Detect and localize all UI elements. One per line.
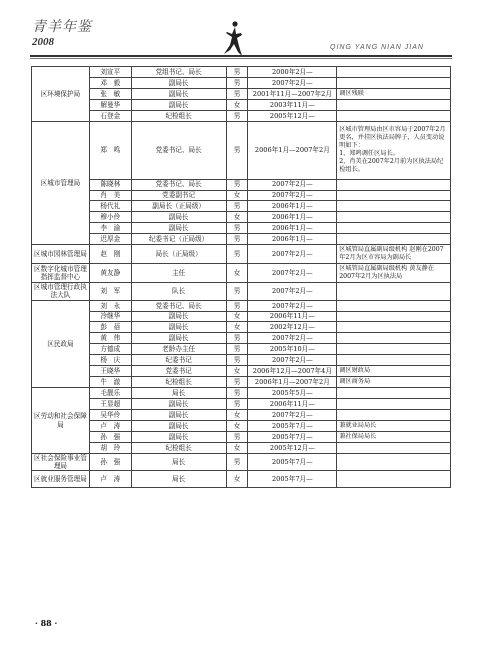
- post-cell: 副局长: [131, 88, 226, 99]
- term-cell: 2005年7月—: [248, 453, 337, 470]
- name-cell: 卢 涛: [89, 471, 131, 488]
- term-cell: 2007年2月—: [248, 300, 337, 311]
- sex-cell: 男: [226, 300, 248, 311]
- table-row: [32, 264, 451, 283]
- sex-cell: 男: [226, 431, 248, 442]
- sex-cell: 女: [226, 322, 248, 333]
- table-row: [32, 234, 451, 245]
- name-cell: 郑 鸣: [89, 121, 131, 179]
- sex-cell: 男: [226, 223, 248, 234]
- table-row: [32, 77, 451, 88]
- post-cell: 局长: [131, 388, 226, 399]
- page-number: · 88 ·: [35, 618, 58, 628]
- post-cell: 党组书记、局长: [131, 67, 226, 78]
- note-cell: 区城管局直属副局级机构 赵刚在2007年2月为区市容局为副局长: [337, 244, 451, 263]
- table-row: [32, 223, 451, 234]
- table-row: [32, 67, 451, 78]
- header-rule: [30, 55, 452, 57]
- table-row: [32, 300, 451, 311]
- page-header: [0, 0, 480, 60]
- name-cell: 孙 强: [89, 453, 131, 470]
- term-cell: 2006年1月—: [248, 234, 337, 245]
- yearbook-year: 2008: [32, 36, 54, 48]
- table-row: [32, 179, 451, 190]
- term-cell: 2005年7月—: [248, 431, 337, 442]
- sex-cell: 女: [226, 212, 248, 223]
- table-row: [32, 388, 451, 399]
- post-cell: 党委书记、局长: [131, 179, 226, 190]
- table-row: [32, 453, 451, 470]
- post-cell: 纪检组长: [131, 442, 226, 453]
- name-cell: 冷继华: [89, 311, 131, 322]
- term-cell: 2007年2月—: [248, 355, 337, 366]
- term-cell: 2006年1月—: [248, 223, 337, 234]
- sex-cell: 女: [226, 190, 248, 201]
- name-cell: 卢 涛: [89, 420, 131, 431]
- header-pinyin: QING YANG NIAN JIAN: [330, 44, 424, 51]
- term-cell: 2007年2月—: [248, 244, 337, 263]
- note-cell: [337, 453, 451, 470]
- term-cell: 2005年5月—: [248, 388, 337, 399]
- term-cell: 2005年12月—: [248, 442, 337, 453]
- sex-cell: 女: [226, 99, 248, 110]
- post-cell: 副局长: [131, 420, 226, 431]
- name-cell: 方德成: [89, 344, 131, 355]
- note-cell: [337, 471, 451, 488]
- term-cell: 2006年1月—2007年2月: [248, 121, 337, 179]
- post-cell: 主任: [131, 264, 226, 283]
- sex-cell: 女: [226, 420, 248, 431]
- sex-cell: 男: [226, 355, 248, 366]
- post-cell: 副局长: [131, 212, 226, 223]
- table-row: [32, 322, 451, 333]
- note-cell: [337, 212, 451, 223]
- table-row: [32, 333, 451, 344]
- sex-cell: 男: [226, 201, 248, 212]
- name-cell: 肖 美: [89, 190, 131, 201]
- table-row: [32, 344, 451, 355]
- table-row: [32, 431, 451, 442]
- name-cell: 刘宣平: [89, 67, 131, 78]
- table-row: [32, 442, 451, 453]
- note-cell: 调区财政局: [337, 366, 451, 377]
- unit-cell: 区数字化城市管理指挥监督中心: [32, 264, 90, 283]
- sex-cell: 女: [226, 409, 248, 420]
- name-cell: 彭 蓓: [89, 322, 131, 333]
- note-cell: [337, 77, 451, 88]
- term-cell: 2007年2月—: [248, 190, 337, 201]
- table-row: [32, 471, 451, 488]
- table-row: [32, 121, 451, 179]
- personnel-table-body: [32, 67, 451, 488]
- post-cell: 副局长: [131, 399, 226, 410]
- unit-cell: 区民政局: [32, 300, 90, 387]
- sex-cell: 男: [226, 453, 248, 470]
- table-row: [32, 88, 451, 99]
- table-row: [32, 377, 451, 388]
- name-cell: 赵 刚: [89, 244, 131, 263]
- sex-cell: 女: [226, 311, 248, 322]
- post-cell: 副局长: [131, 99, 226, 110]
- note-cell: 兼社保局局长: [337, 431, 451, 442]
- header-rule-thin: [30, 58, 452, 59]
- sex-cell: 男: [226, 121, 248, 179]
- table-row: [32, 366, 451, 377]
- post-cell: 纪委书记（正局级）: [131, 234, 226, 245]
- post-cell: 局长（正局级）: [131, 244, 226, 263]
- name-cell: 杨 庆: [89, 355, 131, 366]
- name-cell: 陈晓林: [89, 179, 131, 190]
- note-cell: [337, 399, 451, 410]
- sex-cell: 女: [226, 366, 248, 377]
- name-cell: 邓 毅: [89, 77, 131, 88]
- post-cell: 老龄办主任: [131, 344, 226, 355]
- unit-cell: 区城市管理行政执法大队: [32, 283, 90, 300]
- post-cell: 副局长: [131, 77, 226, 88]
- name-cell: 解曼华: [89, 99, 131, 110]
- note-cell: [337, 344, 451, 355]
- personnel-table: [31, 66, 451, 488]
- note-cell: [337, 311, 451, 322]
- note-cell: [337, 190, 451, 201]
- sex-cell: 男: [226, 399, 248, 410]
- table-row: [32, 244, 451, 263]
- note-cell: 区城管局直属副局级机构 黄友静在2007年2月为区执法局: [337, 264, 451, 283]
- post-cell: 纪委书记: [131, 355, 226, 366]
- sex-cell: 男: [226, 179, 248, 190]
- name-cell: 黄 伟: [89, 333, 131, 344]
- post-cell: 副局长: [131, 322, 226, 333]
- table-row: [32, 420, 451, 431]
- post-cell: 党委书记、局长: [131, 300, 226, 311]
- post-cell: 党委副书记: [131, 190, 226, 201]
- term-cell: 2005年7月—: [248, 471, 337, 488]
- name-cell: 刘 永: [89, 300, 131, 311]
- name-cell: 牛 澈: [89, 377, 131, 388]
- table-row: [32, 190, 451, 201]
- name-cell: 穆小伶: [89, 212, 131, 223]
- post-cell: 副局长: [131, 333, 226, 344]
- post-cell: 队长: [131, 283, 226, 300]
- sex-cell: 男: [226, 244, 248, 263]
- sex-cell: 男: [226, 344, 248, 355]
- note-cell: [337, 300, 451, 311]
- dancer-logo-icon: [221, 20, 247, 58]
- post-cell: 局长: [131, 453, 226, 470]
- post-cell: 党委书记: [131, 366, 226, 377]
- table-row: [32, 283, 451, 300]
- note-cell: [337, 388, 451, 399]
- sex-cell: 女: [226, 442, 248, 453]
- note-cell: [337, 355, 451, 366]
- unit-cell: 区城市管理局: [32, 121, 90, 244]
- table-row: [32, 201, 451, 212]
- term-cell: 2005年12月—: [248, 110, 337, 121]
- unit-cell: 区社会保险事业管理局: [32, 453, 90, 470]
- sex-cell: 男: [226, 388, 248, 399]
- term-cell: 2006年12月—2007年4月: [248, 366, 337, 377]
- term-cell: 2005年10月—: [248, 344, 337, 355]
- name-cell: 吴华伶: [89, 409, 131, 420]
- sex-cell: 男: [226, 77, 248, 88]
- table-row: [32, 110, 451, 121]
- term-cell: 2007年2月—: [248, 333, 337, 344]
- term-cell: 2007年2月—: [248, 264, 337, 283]
- name-cell: 张 敏: [89, 88, 131, 99]
- term-cell: 2003年11月—: [248, 99, 337, 110]
- post-cell: 副局长: [131, 311, 226, 322]
- term-cell: 2006年1月—: [248, 201, 337, 212]
- name-cell: 孙 强: [89, 431, 131, 442]
- term-cell: 2005年7月—: [248, 420, 337, 431]
- name-cell: 杨代礼: [89, 201, 131, 212]
- post-cell: 纪检组长: [131, 110, 226, 121]
- name-cell: 迟厚金: [89, 234, 131, 245]
- note-cell: [337, 442, 451, 453]
- yearbook-title: 青羊年鉴: [32, 20, 92, 35]
- post-cell: 局长: [131, 471, 226, 488]
- note-cell: 区城市管理局由区市容局于2007年2月更名，并挂区执法局牌子，人员变动说明如下： 1、郑鸣调任区局长。 2、肖美在2007年2月前为区执法局纪检组长。: [337, 121, 451, 179]
- name-cell: 刘 军: [89, 283, 131, 300]
- name-cell: 石登金: [89, 110, 131, 121]
- note-cell: [337, 67, 451, 78]
- name-cell: 李 渝: [89, 223, 131, 234]
- table-row: [32, 212, 451, 223]
- post-cell: 副局长: [131, 223, 226, 234]
- term-cell: 2007年2月—: [248, 179, 337, 190]
- note-cell: [337, 409, 451, 420]
- note-cell: [337, 223, 451, 234]
- post-cell: 副局长: [131, 431, 226, 442]
- term-cell: 2007年2月—: [248, 283, 337, 300]
- table-row: [32, 399, 451, 410]
- name-cell: 王晓华: [89, 366, 131, 377]
- name-cell: 胡 玲: [89, 442, 131, 453]
- sex-cell: 女: [226, 471, 248, 488]
- post-cell: 纪检组长: [131, 377, 226, 388]
- unit-cell: 区环境保护局: [32, 67, 90, 122]
- table-row: [32, 99, 451, 110]
- note-cell: [337, 234, 451, 245]
- term-cell: 2006年11月—: [248, 399, 337, 410]
- sex-cell: 男: [226, 67, 248, 78]
- name-cell: 毛靓乐: [89, 388, 131, 399]
- term-cell: 2007年2月—: [248, 409, 337, 420]
- post-cell: 副局长: [131, 409, 226, 420]
- note-cell: [337, 333, 451, 344]
- sex-cell: 女: [226, 264, 248, 283]
- unit-cell: 区劳动和社会保障局: [32, 388, 90, 454]
- note-cell: 兼就业局局长: [337, 420, 451, 431]
- term-cell: 2000年2月—: [248, 67, 337, 78]
- term-cell: 2002年12月—: [248, 322, 337, 333]
- term-cell: 2007年2月—: [248, 77, 337, 88]
- note-cell: [337, 283, 451, 300]
- unit-cell: 区城市园林管理局: [32, 244, 90, 263]
- sex-cell: 男: [226, 283, 248, 300]
- sex-cell: 男: [226, 377, 248, 388]
- table-row: [32, 409, 451, 420]
- term-cell: 2006年1月—2007年2月: [248, 377, 337, 388]
- note-cell: [337, 110, 451, 121]
- unit-cell: 区就业服务管理局: [32, 471, 90, 488]
- note-cell: [337, 201, 451, 212]
- note-cell: [337, 99, 451, 110]
- table-row: [32, 355, 451, 366]
- sex-cell: 男: [226, 333, 248, 344]
- note-cell: [337, 322, 451, 333]
- term-cell: 2006年11月—: [248, 311, 337, 322]
- term-cell: 2001年11月—2007年2月: [248, 88, 337, 99]
- note-cell: [337, 179, 451, 190]
- post-cell: 党委书记、局长: [131, 121, 226, 179]
- sex-cell: 男: [226, 110, 248, 121]
- post-cell: 副局长（正局级）: [131, 201, 226, 212]
- table-row: [32, 311, 451, 322]
- note-cell: 调区残联: [337, 88, 451, 99]
- note-cell: 调区商务局: [337, 377, 451, 388]
- sex-cell: 男: [226, 234, 248, 245]
- sex-cell: 男: [226, 88, 248, 99]
- name-cell: 王显超: [89, 399, 131, 410]
- name-cell: 黄友静: [89, 264, 131, 283]
- term-cell: 2006年1月—: [248, 212, 337, 223]
